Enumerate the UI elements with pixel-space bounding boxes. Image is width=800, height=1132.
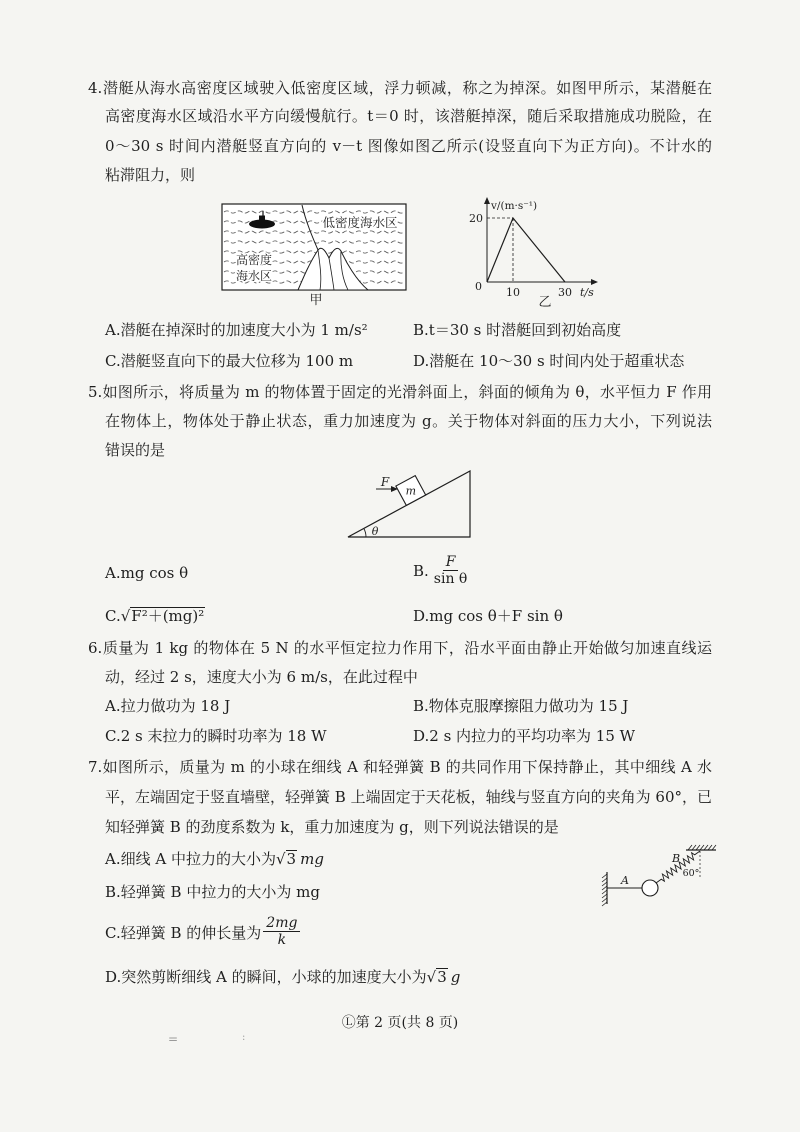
- low-density-label: 低密度海水区: [322, 215, 398, 230]
- q4-stem-line: 粘滞阻力，则: [105, 166, 196, 184]
- q4-option-b: B.t＝30 s 时潜艇回到初始高度: [413, 321, 622, 339]
- radicand: F²＋(mg)²: [131, 607, 205, 625]
- angle-arc: [364, 528, 366, 537]
- radical-sign: √: [426, 968, 437, 986]
- page-footer: [300, 1013, 500, 1033]
- q7-stem-line: 知轻弹簧 B 的劲度系数为 k，重力加速度为 g，则下列说法错误的是: [105, 818, 559, 836]
- t-axis-label: t/s: [580, 286, 594, 299]
- q7-stem-line: 平，左端固定于竖直墙壁，轻弹簧 B 上端固定于天花板，轴线与竖直方向的夹角为 60°，已: [105, 788, 712, 806]
- q6-option-c: C.2 s 末拉力的瞬时功率为 18 W: [105, 727, 327, 745]
- q7-option-a-suffix: mg: [300, 850, 324, 868]
- radicand: 3: [437, 968, 447, 986]
- vt-graph-line: [487, 218, 565, 282]
- scan-mark: :: [242, 1032, 246, 1043]
- figure-yi: [469, 198, 597, 310]
- high-density-label: 海水区: [235, 269, 273, 283]
- radical-sign: √: [120, 607, 131, 625]
- v-tick-label: 20: [469, 212, 483, 225]
- origin-label: 0: [475, 280, 482, 293]
- spring-ball-figure: [602, 845, 716, 906]
- incline-figure: [348, 471, 470, 538]
- radicand: 3: [286, 850, 297, 868]
- angle-label: θ: [371, 525, 379, 538]
- circled-l-icon: Ⓛ: [341, 1015, 356, 1031]
- string-a-label: A: [621, 874, 629, 887]
- q4-stem-line: 4.潜艇从海水高密度区域驶入低密度区域，浮力顿减，称之为掉深。如图甲所示，某潜艇在: [88, 79, 712, 97]
- scan-mark: =: [168, 1032, 179, 1046]
- q7-stem-line: 7.如图所示，质量为 m 的小球在细线 A 和轻弹簧 B 的共同作用下保持静止，其中细线 A 水: [88, 758, 712, 776]
- q5-stem-line: 错误的是: [105, 441, 166, 459]
- figure-jia: [222, 204, 406, 308]
- q5-stem-line: 5.如图所示，将质量为 m 的物体置于固定的光滑斜面上，斜面的倾角为 θ，水平恒力 F 作用: [88, 383, 712, 401]
- q6-stem-line: 动，经过 2 s，速度大小为 6 m/s，在此过程中: [105, 668, 418, 686]
- q6-option-d: D.2 s 内拉力的平均功率为 15 W: [413, 727, 636, 745]
- t-tick-label: 30: [558, 286, 572, 299]
- q4-stem-line: 0～30 s 时间内潜艇竖直方向的 v－t 图像如图乙所示(设竖直向下为正方向)。不计水的: [105, 137, 712, 155]
- q5-option-a: A.mg cos θ: [105, 564, 189, 582]
- q4-stem-line: 高密度海水区域沿水平方向缓慢航行。t＝0 时，该潜艇掉深，随后采取措施成功脱险，在: [105, 107, 712, 125]
- q4-option-c: C.潜艇竖直向下的最大位移为 100 m: [105, 352, 354, 370]
- q5-option-b-label: B.: [413, 562, 429, 580]
- force-label: F: [380, 475, 390, 489]
- q7-option-d-text: D.突然剪断细线 A 的瞬间，小球的加速度大小为: [105, 968, 427, 986]
- q5-option-c-label: C.: [105, 607, 121, 625]
- figure-yi-caption: 乙: [538, 295, 552, 310]
- ball: [642, 880, 658, 896]
- v-axis-label: v/(m·s⁻¹): [491, 200, 538, 212]
- q4-option-d: D.潜艇在 10～30 s 时间内处于超重状态: [413, 352, 685, 370]
- fraction-numerator: F: [443, 554, 459, 571]
- figure-jia-caption: 甲: [309, 293, 323, 308]
- wall-hatch: [602, 874, 607, 906]
- q5-option-d: D.mg cos θ＋F sin θ: [413, 607, 563, 625]
- mass-label: m: [405, 484, 417, 498]
- ceiling-hatch: [688, 845, 716, 850]
- high-density-label: 高密度: [235, 253, 273, 267]
- fraction-denominator: k: [277, 932, 287, 948]
- angle-label: 60°: [682, 868, 700, 879]
- q5-stem-line: 在物体上，物体处于静止状态，重力加速度为 g。关于物体对斜面的压力大小，下列说法: [105, 412, 712, 430]
- fraction-denominator: sin θ: [433, 571, 468, 587]
- page-number: 第 2 页(共 8 页): [355, 1015, 459, 1031]
- q6-option-a: A.拉力做功为 18 J: [105, 697, 231, 715]
- q6-option-b: B.物体克服摩擦阻力做功为 15 J: [413, 697, 629, 715]
- q4-option-a: A.潜艇在掉深时的加速度大小为 1 m/s²: [105, 321, 368, 339]
- q7-option-d-suffix: g: [450, 968, 461, 986]
- q7-option-c-text: C.轻弹簧 B 的伸长量为: [105, 923, 262, 942]
- fraction-numerator: 2mg: [263, 915, 300, 932]
- q6-stem-line: 6.质量为 1 kg 的物体在 5 N 的水平恒定拉力作用下，沿水平面由静止开始做匀加速直线运: [88, 639, 712, 657]
- radical-sign: √: [275, 850, 286, 868]
- spring-b-label: B: [671, 852, 681, 865]
- q7-option-b: B.轻弹簧 B 中拉力的大小为 mg: [105, 883, 320, 901]
- t-tick-label: 10: [506, 286, 520, 299]
- q7-option-a-text: A.细线 A 中拉力的大小为: [105, 850, 276, 868]
